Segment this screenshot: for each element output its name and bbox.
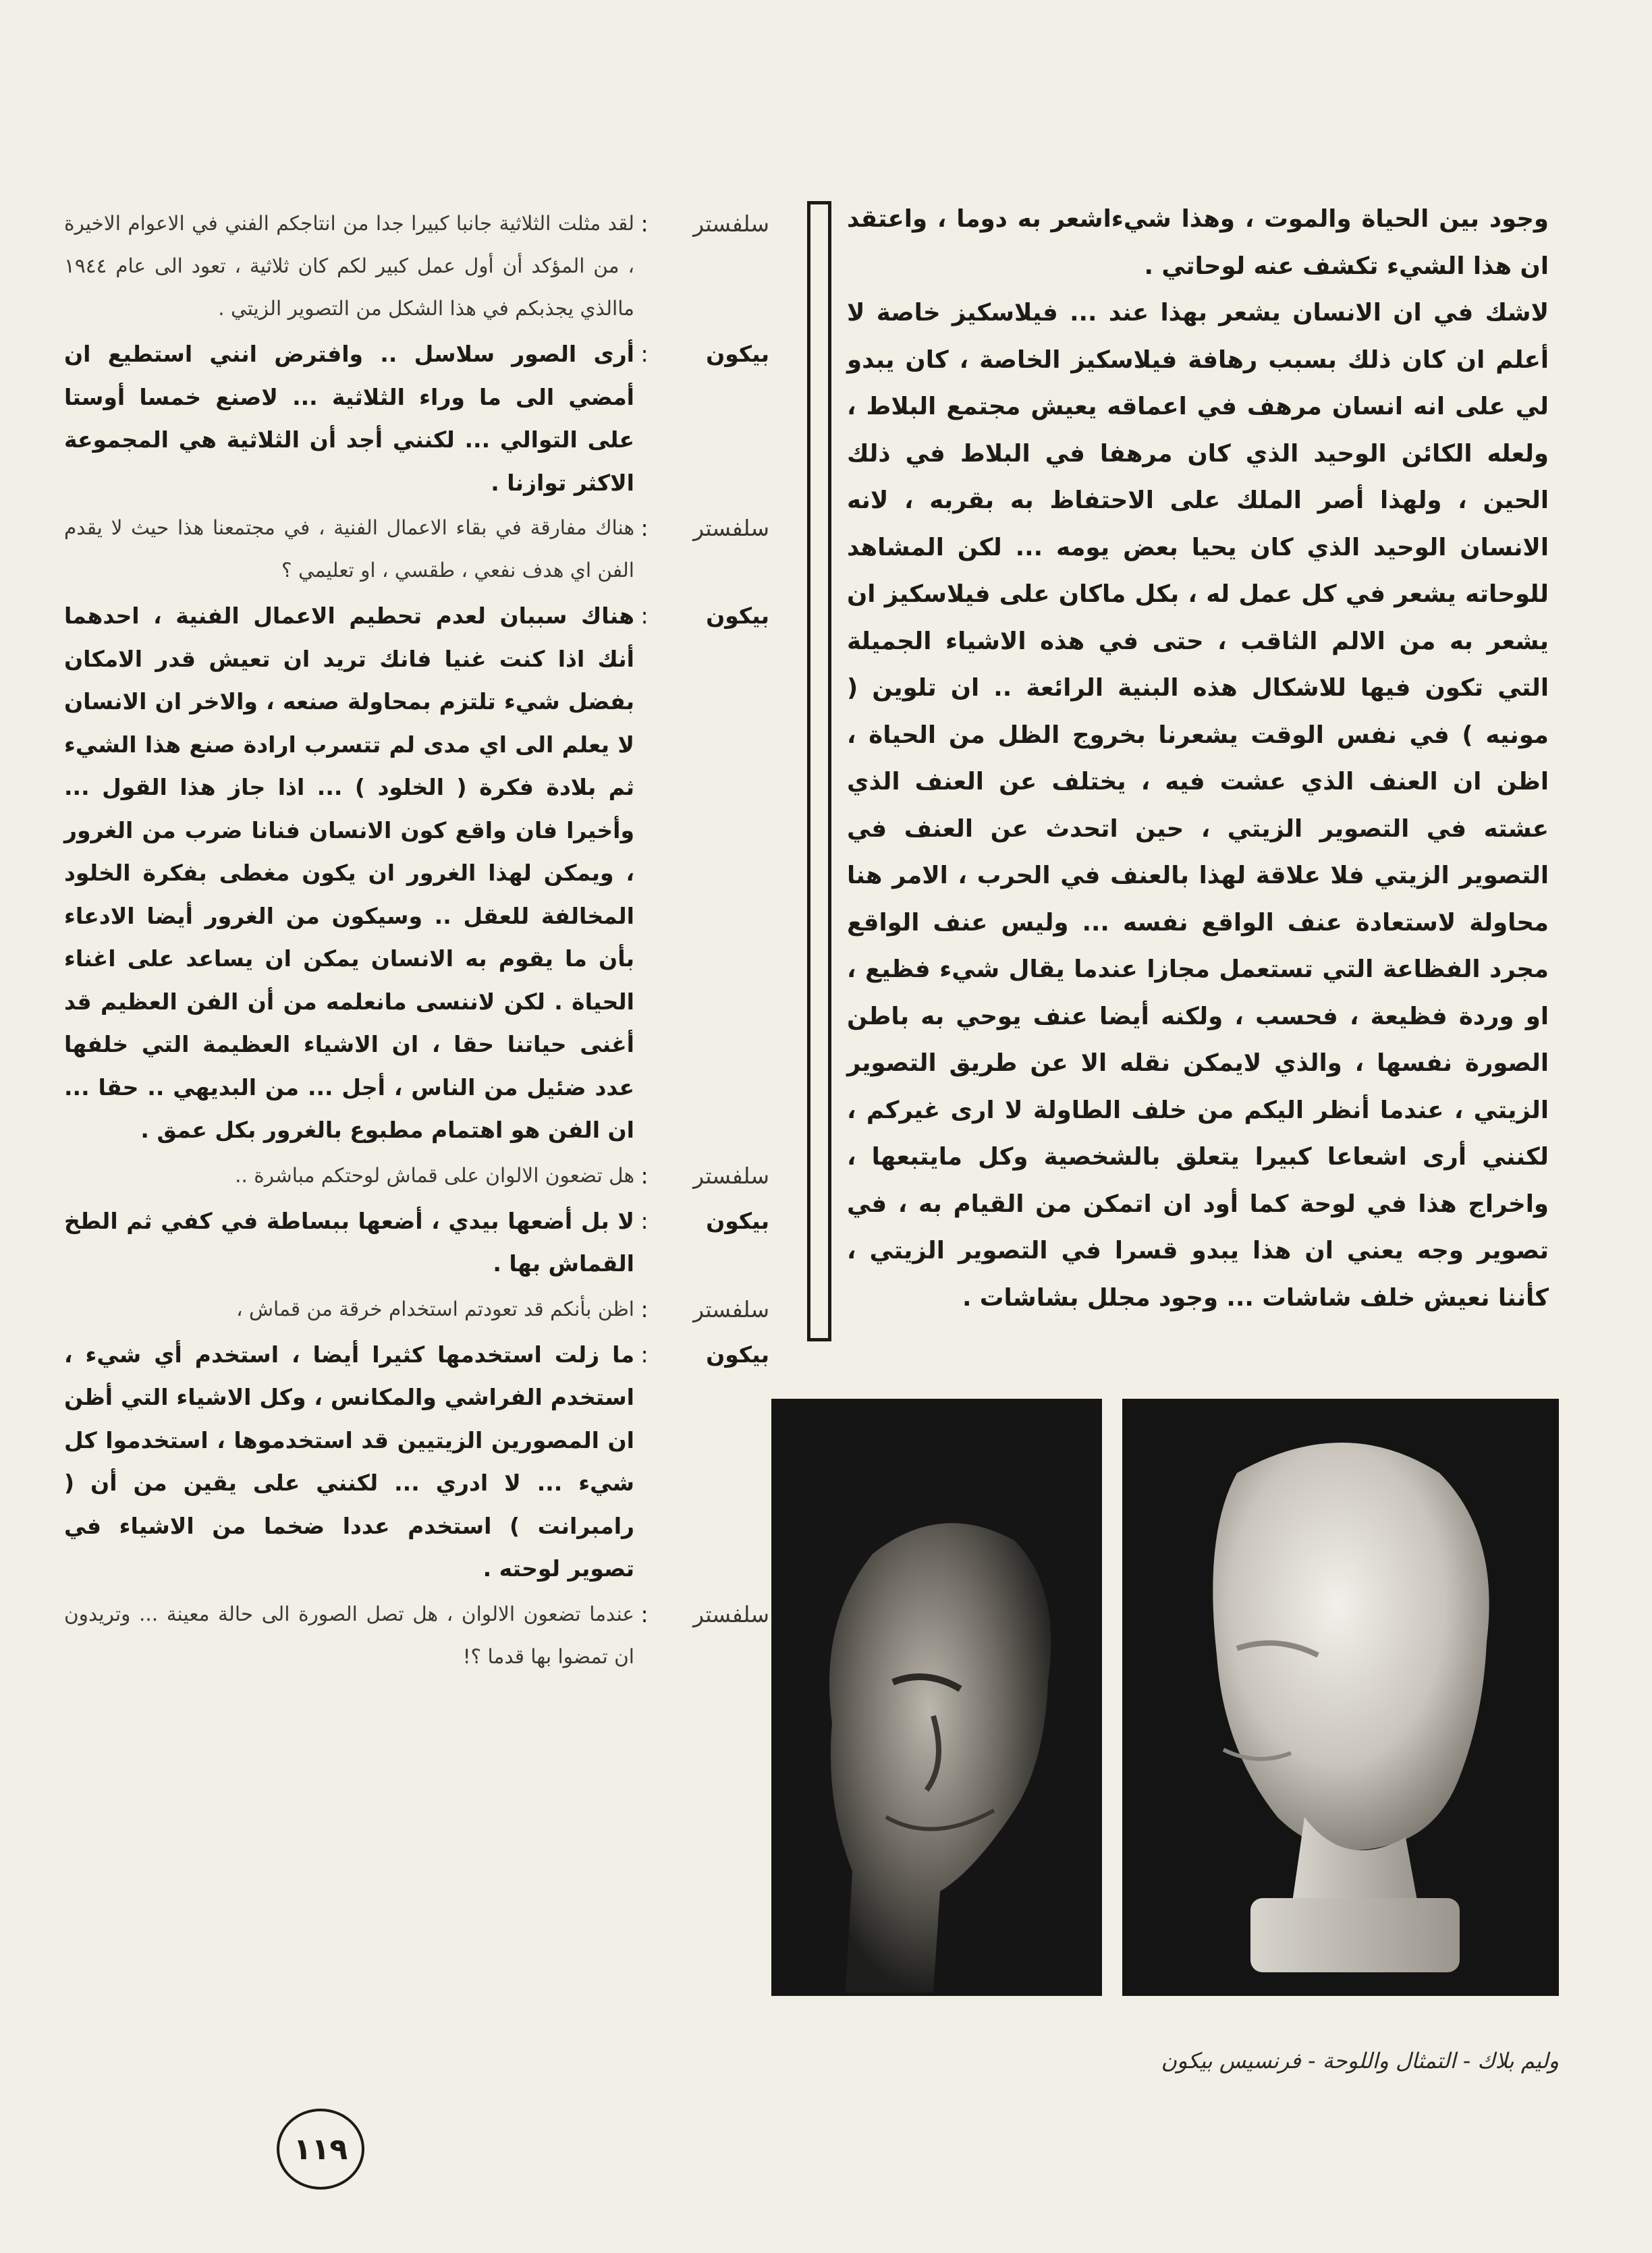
question-text: عندما تضعون الالوان ، هل تصل الصورة الى حالة معينة ... وتريدون ان تمضوا بها قدما ؟! xyxy=(64,1602,634,1668)
main-text-column xyxy=(847,196,1549,1321)
interview-entry xyxy=(64,202,769,330)
speaker-name: سلفستر xyxy=(693,1601,769,1628)
interview-column xyxy=(64,202,769,1681)
painting-photo xyxy=(1122,1399,1559,1996)
interview-entry xyxy=(64,1155,769,1197)
colon: : xyxy=(640,1162,649,1189)
speaker-name: سلفستر xyxy=(693,211,769,237)
colon: : xyxy=(640,1341,649,1368)
interview-entry xyxy=(64,594,769,1152)
sculpture-photo xyxy=(771,1399,1102,1996)
speaker-name: سلفستر xyxy=(693,1162,769,1189)
answer-text: ما زلت استخدمها كثيرا أيضا ، استخدم أي شيء ، استخدم الفراشي والمكانس ، وكل الاشياء التي أظن ان المصورين الزيتيين قد استخدموها ، استخدموا كل شيء ... لا ادري ... لكنني على يقين من أن ( رامبرانت ) استخدم عددا ضخما من الاشياء في تصوير لوحته . xyxy=(64,1341,634,1582)
column-divider-frame xyxy=(807,201,831,1341)
speaker-name: سلفستر xyxy=(693,1296,769,1323)
interview-entry xyxy=(64,1200,769,1285)
interview-entry xyxy=(64,1288,769,1331)
colon: : xyxy=(640,211,649,237)
speaker-name: بيكون xyxy=(706,603,769,629)
colon: : xyxy=(640,1296,649,1323)
interview-entry xyxy=(64,1593,769,1678)
answer-text: أرى الصور سلاسل .. وافترض انني استطيع ان أمضي الى ما وراء الثلاثية ... لاصنع خمسا أوستا على التوالي ... لكنني أجد أن الثلاثية هي المجموعة الاكثر توازنا . xyxy=(64,341,634,496)
speaker-name: بيكون xyxy=(706,1207,769,1234)
colon: : xyxy=(640,341,649,367)
speaker-name: سلفستر xyxy=(693,515,769,541)
question-text: هناك مفارقة في بقاء الاعمال الفنية ، في مجتمعنا هذا حيث لا يقدم الفن اي هدف نفعي ، طقسي ، او تعليمي ؟ xyxy=(64,516,634,582)
answer-text: لا بل أضعها بيدي ، أضعها ببساطة في كفي ثم الطخ القماش بها . xyxy=(64,1207,634,1277)
colon: : xyxy=(640,515,649,541)
interview-entry xyxy=(64,1333,769,1590)
colon: : xyxy=(640,1207,649,1234)
question-text: هل تضعون الالوان على قماش لوحتكم مباشرة .. xyxy=(235,1163,634,1187)
sculpture-head-image xyxy=(771,1399,1102,1996)
question-text: لقد مثلت الثلاثية جانبا كبيرا جدا من انتاجكم الفني في الاعوام الاخيرة ، من المؤكد أن أول عمل كبير لكم كان ثلاثية ، تعود الى عام ١٩٤٤ ماالذي يجذبكم في هذا الشكل من التصوير الزيتي . xyxy=(64,212,634,320)
interview-entry xyxy=(64,333,769,504)
colon: : xyxy=(640,603,649,629)
paragraph-velazquez: لاشك في ان الانسان يشعر بهذا عند ... فيلاسكيز خاصة لا أعلم ان كان ذلك بسبب رهافة فيلاسكيز الخاصة ، كان يبدو لي على انه انسان مرهف في اعماقه يعيش مجتمع البلاط ، ولعله الكائن الوحيد الذي كان مرهفا في البلاط في ذلك الحين ، ولهذا أصر الملك على الاحتفاظ به بقربه ، لانه الانسان الوحيد الذي كان يحيا بعض يومه ... لكن المشاهد للوحاته يشعر في كل عمل له ، بكل ماكان على فيلاسكيز ان يشعر به من الالم الثاقب ، حتى في هذه الاشياء الجميلة التي تكون فيها للاشكال هذه البنية الرائعة .. ان تلوين ( مونيه ) في نفس الوقت يشعرنا بخروج الظل من الحياة ، اظن ان العنف الذي عشت فيه ، يختلف عن العنف الذي عشته في التصوير الزيتي ، حين اتحدث عن العنف في التصوير الزيتي فلا علاقة لهذا بالعنف في الحرب ، الامر هنا محاولة لاستعادة عنف الواقع نفسه ... وليس عنف الواقع مجرد الفظاعة التي تستعمل مجازا عندما يقال شيء فظيع ، او وردة فظيعة ، فحسب ، ولكنه أيضا عنف يوحي به باطن الصورة نفسها ، والذي لايمكن نقله الا عن طريق التصوير الزيتي ، عندما أنظر اليكم من خلف الطاولة لا ارى غيركم ، لكنني أرى اشعاعا كبيرا يتعلق بالشخصية وكل مايتبعها ، واخراج هذا في لوحة كما أود ان اتمكن من القيام به ، في تصوير وجه يعني ان هذا يبدو قسرا في التصوير الزيتي ، كأننا نعيش خلف شاشات ... وجود مجلل بشاشات . xyxy=(847,299,1549,1312)
interview-entry xyxy=(64,507,769,592)
speaker-name: بيكون xyxy=(706,1341,769,1368)
page-number: ١١٩ xyxy=(277,2109,364,2190)
answer-text: هناك سببان لعدم تحطيم الاعمال الفنية ، احدهما أنك اذا كنت غنيا فانك تريد ان تعيش قدر الامكان بفضل شيء تلتزم بمحاولة صنعه ، والاخر ان الانسان لا يعلم الى اي مدى لم تتسرب ارادة صنع هذا الشيء ثم بلادة فكرة ( الخلود ) ... اذا جاز هذا القول ... وأخيرا فان واقع كون الانسان فنانا ضرب من الغرور ، ويمكن لهذا الغرور ان يكون مغطى بفكرة الخلود المخالفة للعقل .. وسيكون من الغرور أيضا الادعاء بأن ما يقوم به الانسان يمكن ان يساعد على اغناء الحياة . لكن لاننسى مانعلمه من أن الفن العظيم قد أغنى حياتنا حقا ، ان الاشياء العظيمة التي خلفها عدد ضئيل من الناس ، أجل ... من البديهي .. حقا ... ان الفن هو اهتمام مطبوع بالغرور بكل عمق . xyxy=(64,603,634,1143)
bust-image xyxy=(1122,1399,1559,1996)
paragraph-intro: وجود بين الحياة والموت ، وهذا شيءاشعر به دوما ، واعتقد ان هذا الشيء تكشف عنه لوحاتي . xyxy=(847,205,1549,280)
photo-caption: وليم بلاك - التمثال واللوحة - فرنسيس بيكون xyxy=(1161,2048,1559,2074)
colon: : xyxy=(640,1601,649,1628)
speaker-name: بيكون xyxy=(706,341,769,367)
question-text: اظن بأنكم قد تعودتم استخدام خرقة من قماش ، xyxy=(236,1297,634,1320)
